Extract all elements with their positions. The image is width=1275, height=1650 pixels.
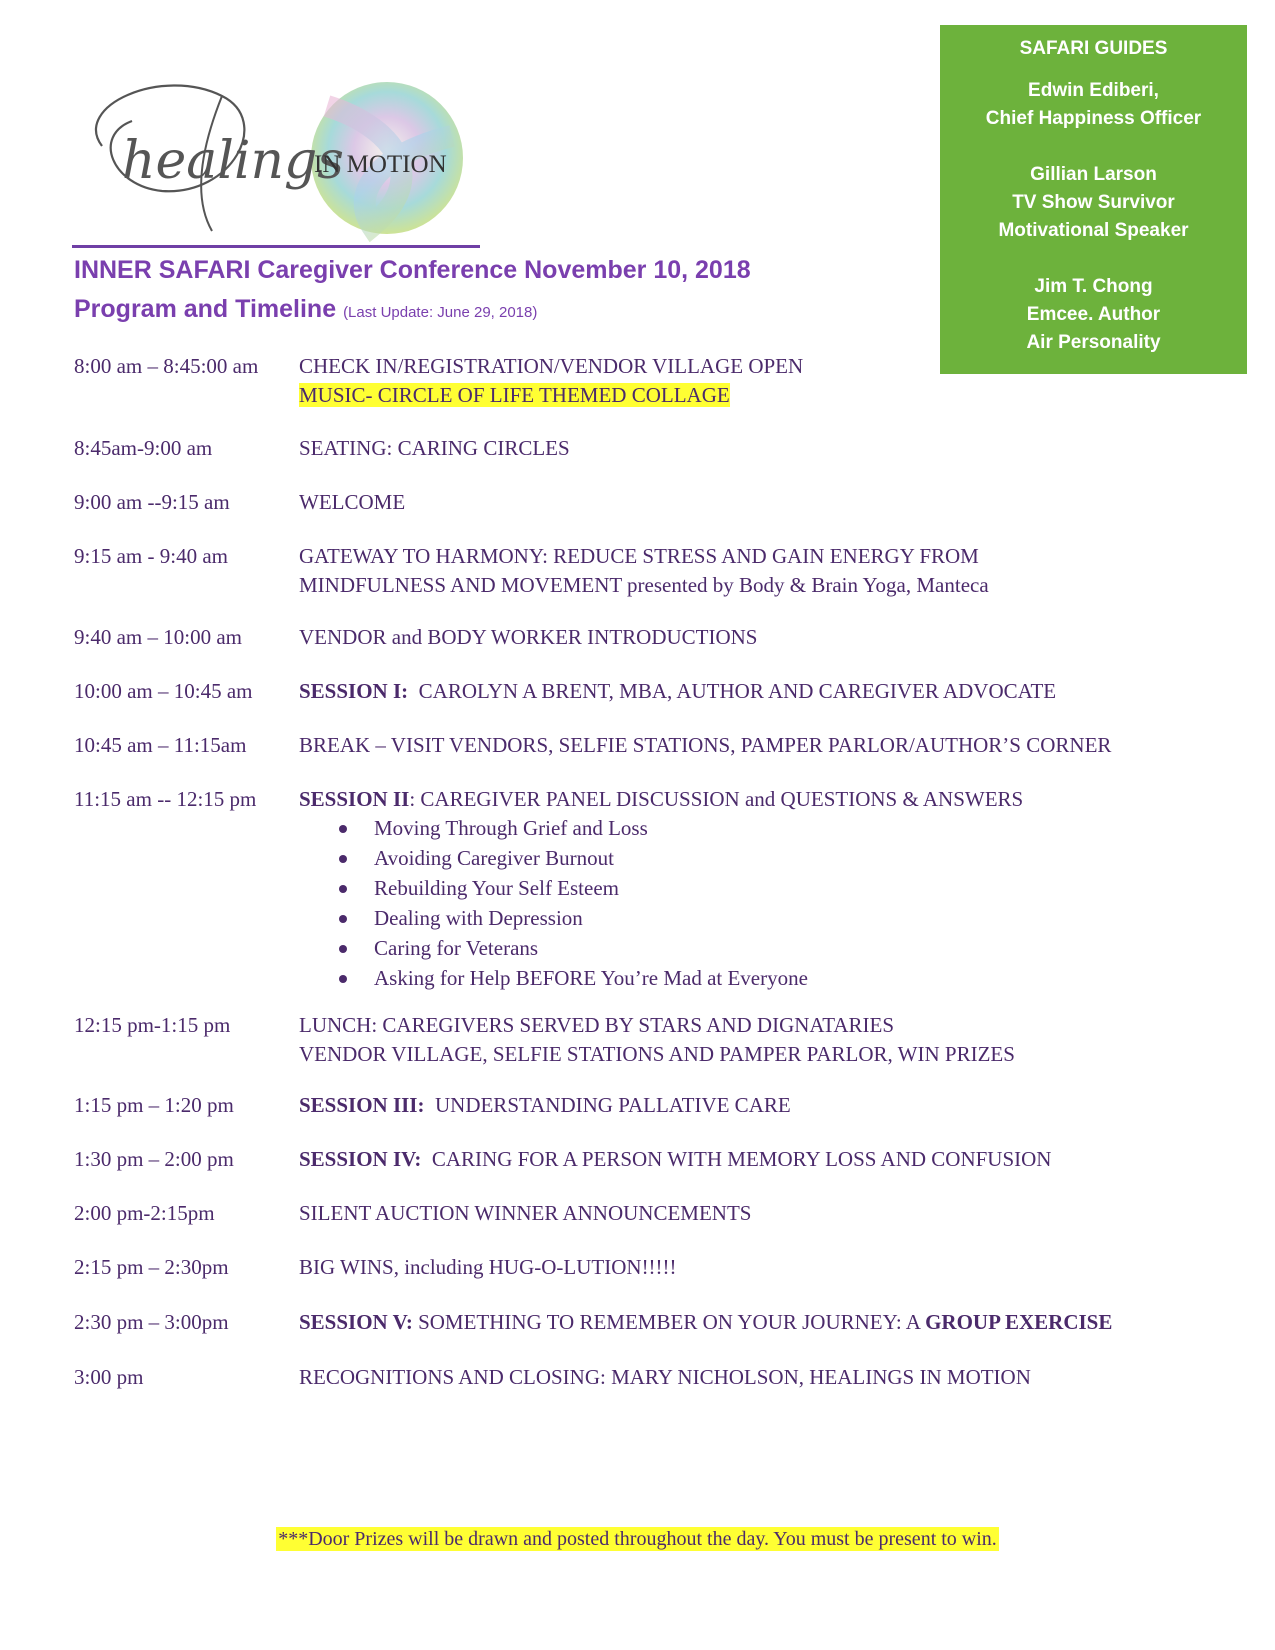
schedule-description <box>299 785 1199 994</box>
list-item <box>299 844 1199 874</box>
schedule-text: CHECK IN/REGISTRATION/VENDOR VILLAGE OPEN <box>299 354 804 378</box>
schedule-time: 9:40 am – 10:00 am <box>74 625 242 649</box>
schedule-time: 2:15 pm – 2:30pm <box>74 1255 229 1279</box>
session-label: SESSION II <box>299 787 410 811</box>
schedule-text: RECOGNITIONS AND CLOSING: MARY NICHOLSON, HEALINGS IN MOTION <box>299 1365 1031 1389</box>
schedule-description <box>299 1308 1199 1337</box>
door-prize-text: ***Door Prizes will be drawn and posted throughout the day. You must be present to win. <box>278 1528 997 1550</box>
schedule-text: LUNCH: CAREGIVERS SERVED BY STARS AND DIGNATARIES <box>299 1013 895 1037</box>
safari-guides-box <box>940 25 1247 374</box>
schedule-time: 9:15 am - 9:40 am <box>74 544 228 568</box>
list-item <box>299 874 1199 904</box>
schedule-time: 10:00 am – 10:45 am <box>74 679 253 703</box>
session-label: SESSION I: <box>299 679 409 703</box>
list-item <box>299 964 1199 994</box>
schedule-text: SILENT AUCTION WINNER ANNOUNCEMENTS <box>299 1201 752 1225</box>
subtitle-text: Program and Timeline <box>74 295 337 323</box>
schedule-text: VENDOR VILLAGE, SELFIE STATIONS AND PAMPER PARLOR, WIN PRIZES <box>299 1042 1015 1066</box>
schedule-time: 3:00 pm <box>74 1365 144 1389</box>
list-item <box>299 814 1199 844</box>
svg-text:healings: healings <box>122 131 344 191</box>
schedule-time: 8:45am-9:00 am <box>74 436 213 460</box>
guide-line: TV Show Survivor <box>1012 192 1175 213</box>
list-item-text: Dealing with Depression <box>374 906 583 930</box>
guide-line: Emcee. Author <box>1026 304 1161 325</box>
schedule-time: 11:15 am -- 12:15 pm <box>74 787 257 811</box>
bullet-icon <box>339 825 347 833</box>
svg-text:IN MOTION: IN MOTION <box>314 151 447 178</box>
panel-topics-list <box>299 814 1199 994</box>
schedule-time: 2:00 pm-2:15pm <box>74 1201 215 1225</box>
list-item-text: Rebuilding Your Self Esteem <box>374 876 619 900</box>
guide-line: Gillian Larson <box>1030 164 1157 185</box>
list-item-text: Caring for Veterans <box>374 936 539 960</box>
door-prize-note <box>0 1528 1275 1551</box>
schedule-text: GATEWAY TO HARMONY: REDUCE STRESS AND GAIN ENERGY FROM <box>299 544 979 568</box>
schedule-text: UNDERSTANDING PALLATIVE CARE <box>424 1093 791 1117</box>
schedule-text: BREAK – VISIT VENDORS, SELFIE STATIONS, PAMPER PARLOR/AUTHOR’S CORNER <box>299 733 1112 757</box>
session-label: SESSION V: <box>299 1310 413 1334</box>
logo-graphic <box>72 66 492 244</box>
conference-title: INNER SAFARI Caregiver Conference November 10, 2018 <box>74 256 751 284</box>
schedule-time: 2:30 pm – 3:00pm <box>74 1310 229 1334</box>
last-update-note: (Last Update: June 29, 2018) <box>343 304 538 321</box>
bullet-icon <box>339 855 347 863</box>
list-item-text: Moving Through Grief and Loss <box>374 816 648 840</box>
list-item-text: Avoiding Caregiver Burnout <box>374 846 614 870</box>
bullet-icon <box>339 885 347 893</box>
guide-line: Motivational Speaker <box>998 220 1189 241</box>
schedule-text: CARING FOR A PERSON WITH MEMORY LOSS AND CONFUSION <box>421 1147 1052 1171</box>
schedule-time: 1:15 pm – 1:20 pm <box>74 1093 234 1117</box>
guide-line: Jim T. Chong <box>1034 276 1153 297</box>
logo-divider <box>72 245 480 248</box>
emphasis-text: GROUP EXERCISE <box>925 1310 1113 1334</box>
bullet-icon <box>339 915 347 923</box>
guide-entry <box>940 161 1247 245</box>
schedule-text: MINDFULNESS AND MOVEMENT presented by Body & Brain Yoga, Manteca <box>299 573 989 597</box>
schedule-text: WELCOME <box>299 490 406 514</box>
session-label: SESSION III: <box>299 1093 425 1117</box>
bullet-icon <box>339 975 347 983</box>
safari-guides-title: SAFARI GUIDES <box>1019 38 1168 59</box>
guide-entry <box>940 273 1247 357</box>
program-subtitle <box>74 295 537 324</box>
schedule-description <box>299 677 1199 706</box>
schedule-description <box>299 542 1199 600</box>
session-label: SESSION IV: <box>299 1147 422 1171</box>
schedule-time: 12:15 pm-1:15 pm <box>74 1013 231 1037</box>
guide-line: Chief Happiness Officer <box>985 108 1202 129</box>
list-item <box>299 904 1199 934</box>
schedule-time: 9:00 am --9:15 am <box>74 490 230 514</box>
guide-entry <box>940 77 1247 133</box>
schedule-description <box>299 352 1199 410</box>
schedule-time: 8:00 am – 8:45:00 am <box>74 354 259 378</box>
schedule-text: : CAREGIVER PANEL DISCUSSION and QUESTIONS & ANSWERS <box>409 787 1024 811</box>
guide-line: Edwin Ediberi, <box>1028 80 1159 101</box>
schedule-time: 10:45 am – 11:15am <box>74 733 247 757</box>
schedule-description <box>299 1011 1199 1069</box>
schedule-text: CAROLYN A BRENT, MBA, AUTHOR AND CAREGIVER ADVOCATE <box>408 679 1057 703</box>
bullet-icon <box>339 945 347 953</box>
list-item <box>299 934 1199 964</box>
healings-in-motion-logo <box>72 66 492 244</box>
schedule-text: SOMETHING TO REMEMBER ON YOUR JOURNEY: A <box>412 1310 926 1334</box>
guide-line: Air Personality <box>1026 332 1161 353</box>
schedule-text: BIG WINS, including HUG-O-LUTION!!!!! <box>299 1255 677 1279</box>
schedule-description <box>299 1091 1199 1120</box>
schedule-time: 1:30 pm – 2:00 pm <box>74 1147 234 1171</box>
schedule-text: VENDOR and BODY WORKER INTRODUCTIONS <box>299 625 758 649</box>
schedule-text: SEATING: CARING CIRCLES <box>299 436 570 460</box>
highlighted-text: MUSIC- CIRCLE OF LIFE THEMED COLLAGE <box>299 383 730 407</box>
schedule-description <box>299 1145 1199 1174</box>
list-item-text: Asking for Help BEFORE You’re Mad at Everyone <box>374 966 808 990</box>
